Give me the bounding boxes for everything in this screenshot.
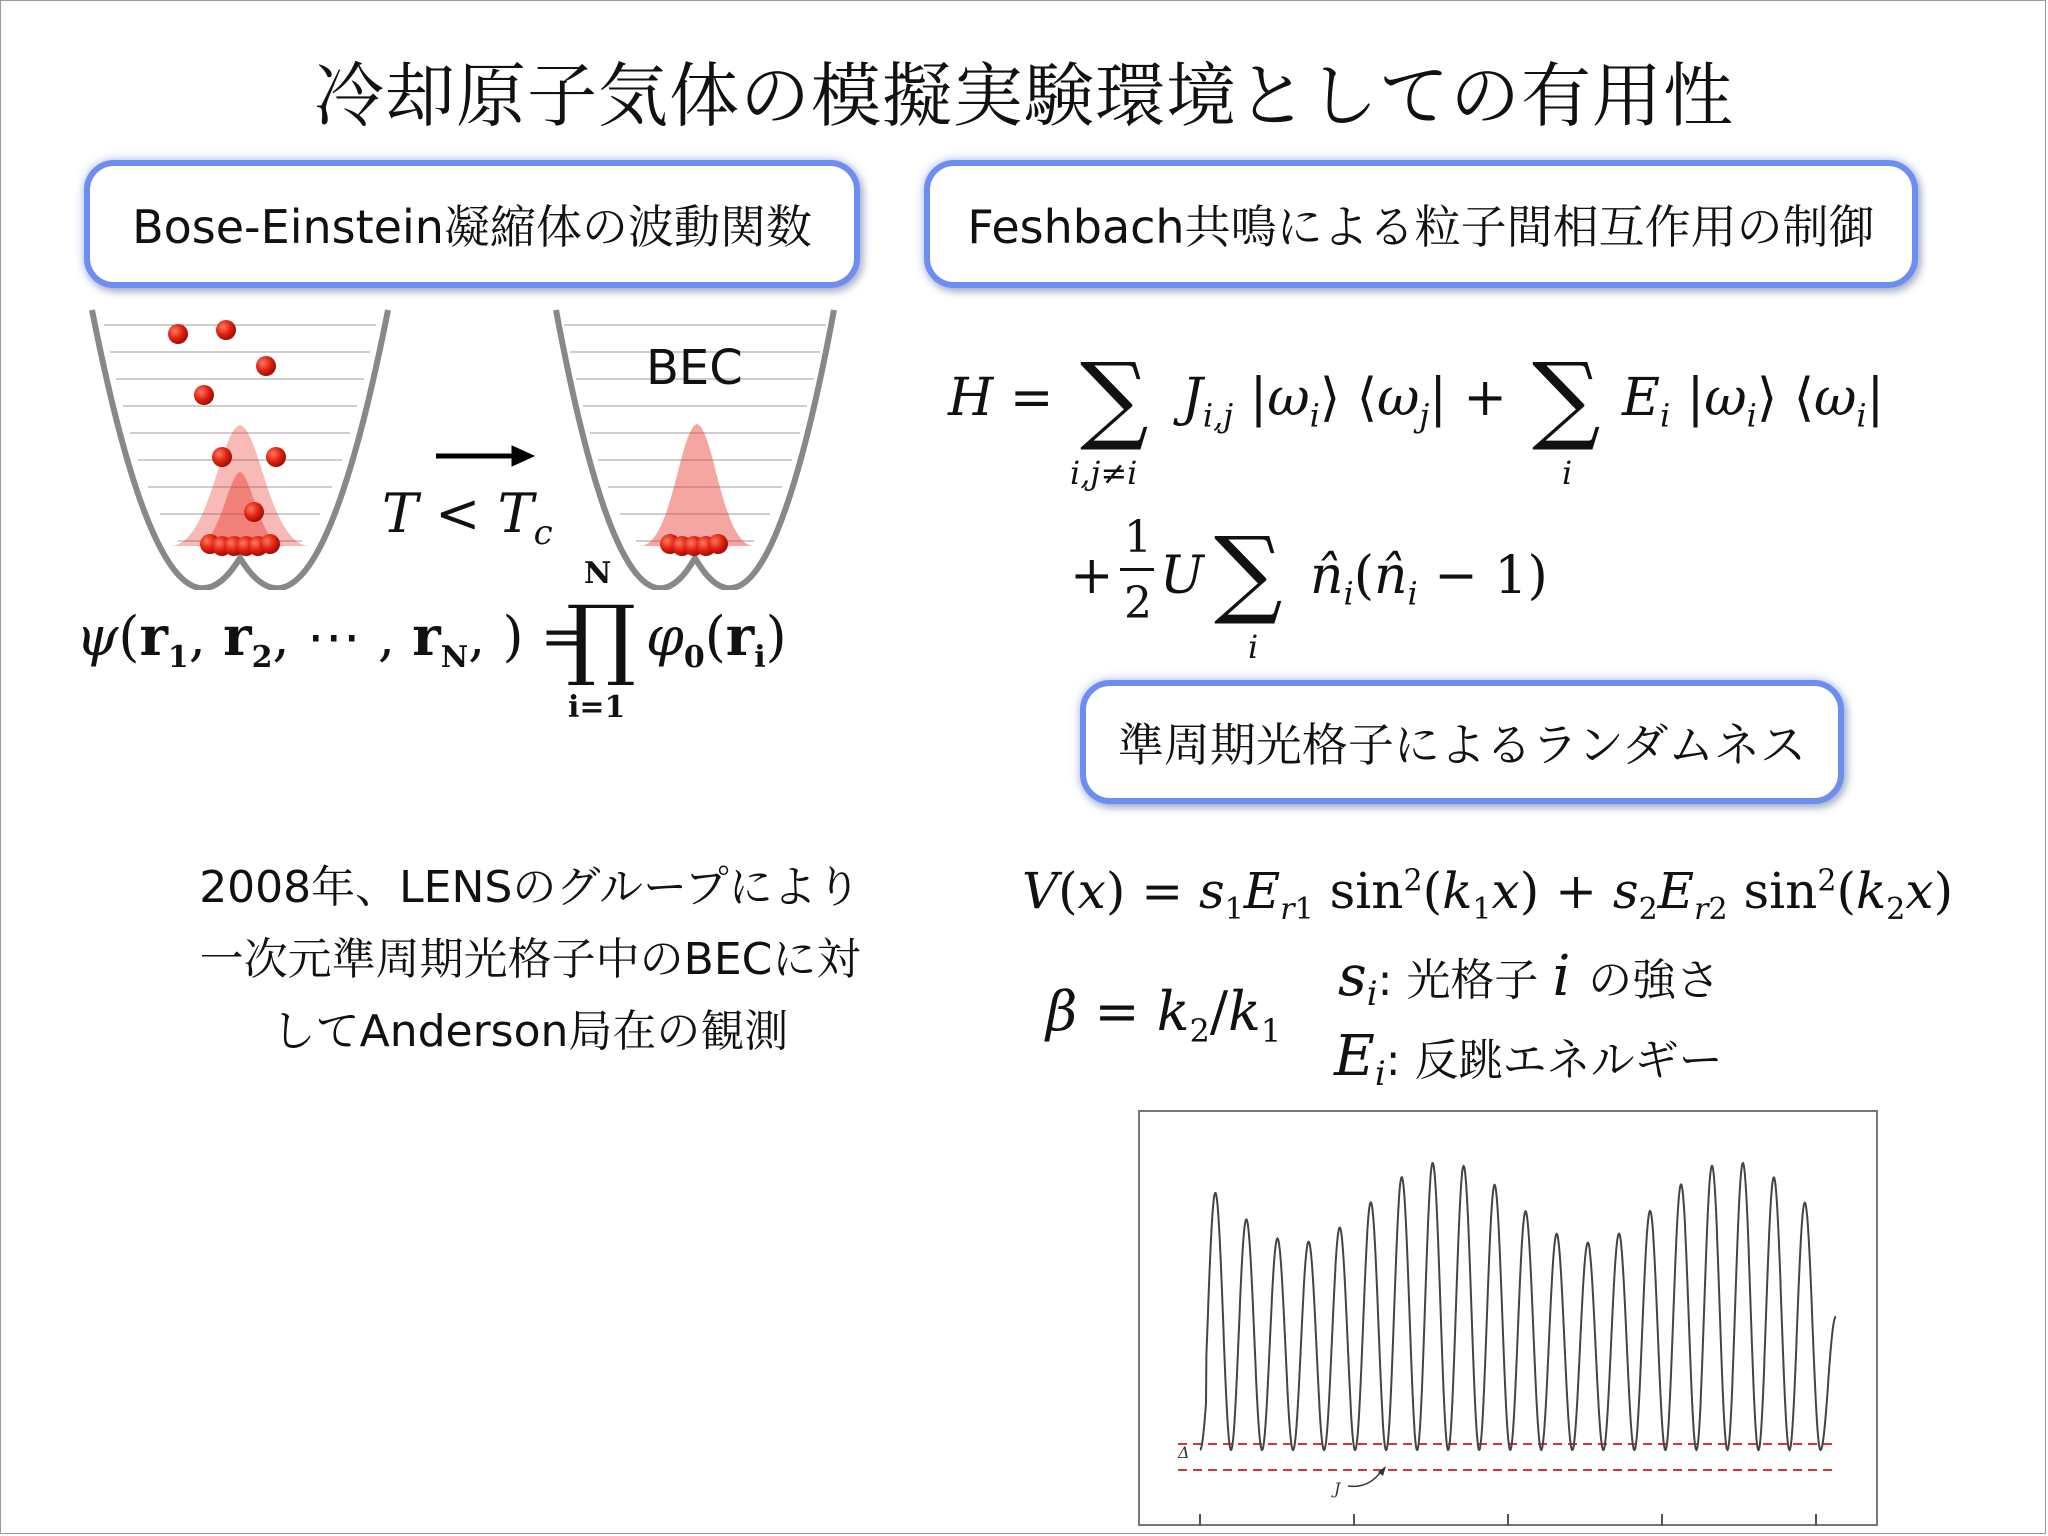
beta-ratio: $\beta = k_2/k_1$ [1046,980,1282,1050]
e-description: $E_i$: 反跳エネルギー [1334,1024,1723,1094]
hopping-term: $J_{i,j}$ $|\omega_i⟩$ $⟨\omega_j|$ + [1182,368,1507,435]
delta-label: Δ [1178,1443,1190,1462]
hamiltonian-sum-2: ∑ [1532,342,1601,454]
experiment-line-3: してAnderson局在の観測 [271,1006,789,1057]
sum-2-index: i [1562,454,1573,492]
experiment-description [150,852,910,1068]
transition-arrow [436,446,534,466]
condensate-atoms [660,534,728,556]
hamiltonian-lhs: H = [948,368,1054,428]
hamiltonian-sum-3: ∑ [1214,516,1283,628]
onsite-term: $E_i$ $|\omega_i⟩$ $⟨\omega_i|$ [1622,368,1885,435]
feshbach-label: Feshbach共鳴による粒子間相互作用の制御 [967,200,1875,254]
plus-sign: + [1070,546,1114,606]
potential-equation: $V(x) = s_1E_{r1}$ $\sin^2(k_1x) + s_2E_{r2}$ $\sin^2(k_2x)$ [1022,862,1954,927]
wavefunction-lhs: $\psi(r_1$, $r_2$, ⋯ , $r_N$, ) = [76,604,586,675]
quasiperiodic-box [1080,680,1844,804]
bec-label: BEC [646,340,743,396]
j-label: J [1334,1479,1341,1498]
product-lower-limit: i=1 [568,690,626,725]
half-numerator: 1 [1124,512,1152,563]
experiment-line-1: 2008年、LENSのグループにより [199,862,861,913]
bec-wavefunction-box [84,160,860,288]
slide-title: 冷却原子気体の模擬実験環境としての有用性 [314,55,1734,137]
quasiperiodic-potential-plot [1138,1110,1878,1528]
hamiltonian-sum-1: ∑ [1080,342,1149,454]
interaction-u: U [1160,546,1204,606]
experiment-line-2: 一次元準周期光格子中のBECに対 [199,934,861,985]
s-desc-tail: の強さ [1588,955,1721,1006]
interaction-term: $n̂_i(n̂_i - 1)$ [1310,546,1548,613]
s-desc-text: 光格子 [1406,955,1539,1006]
product-symbol: ∏ [566,586,637,689]
feshbach-box [924,160,1918,288]
critical-temperature-condition: $T < T_c$ [382,482,553,553]
e-desc-text: 反跳エネルギー [1414,1035,1723,1086]
product-upper-limit: N [584,556,612,591]
half-fraction-bar [1120,568,1154,571]
condensate-distribution [640,424,754,546]
sum-1-index: i,j≠i [1070,454,1138,492]
quasiperiodic-label: 準周期光格子によるランダムネス [1117,718,1807,772]
wavefunction-rhs: $\varphi_0(r_i)$ [646,604,787,675]
bec-wavefunction-label: Bose-Einstein凝縮体の波動関数 [132,200,812,254]
sum-3-index: i [1248,628,1259,666]
half-denominator: 2 [1124,578,1152,629]
s-description: $s_i$: 光格子 i の強さ [1338,944,1721,1014]
